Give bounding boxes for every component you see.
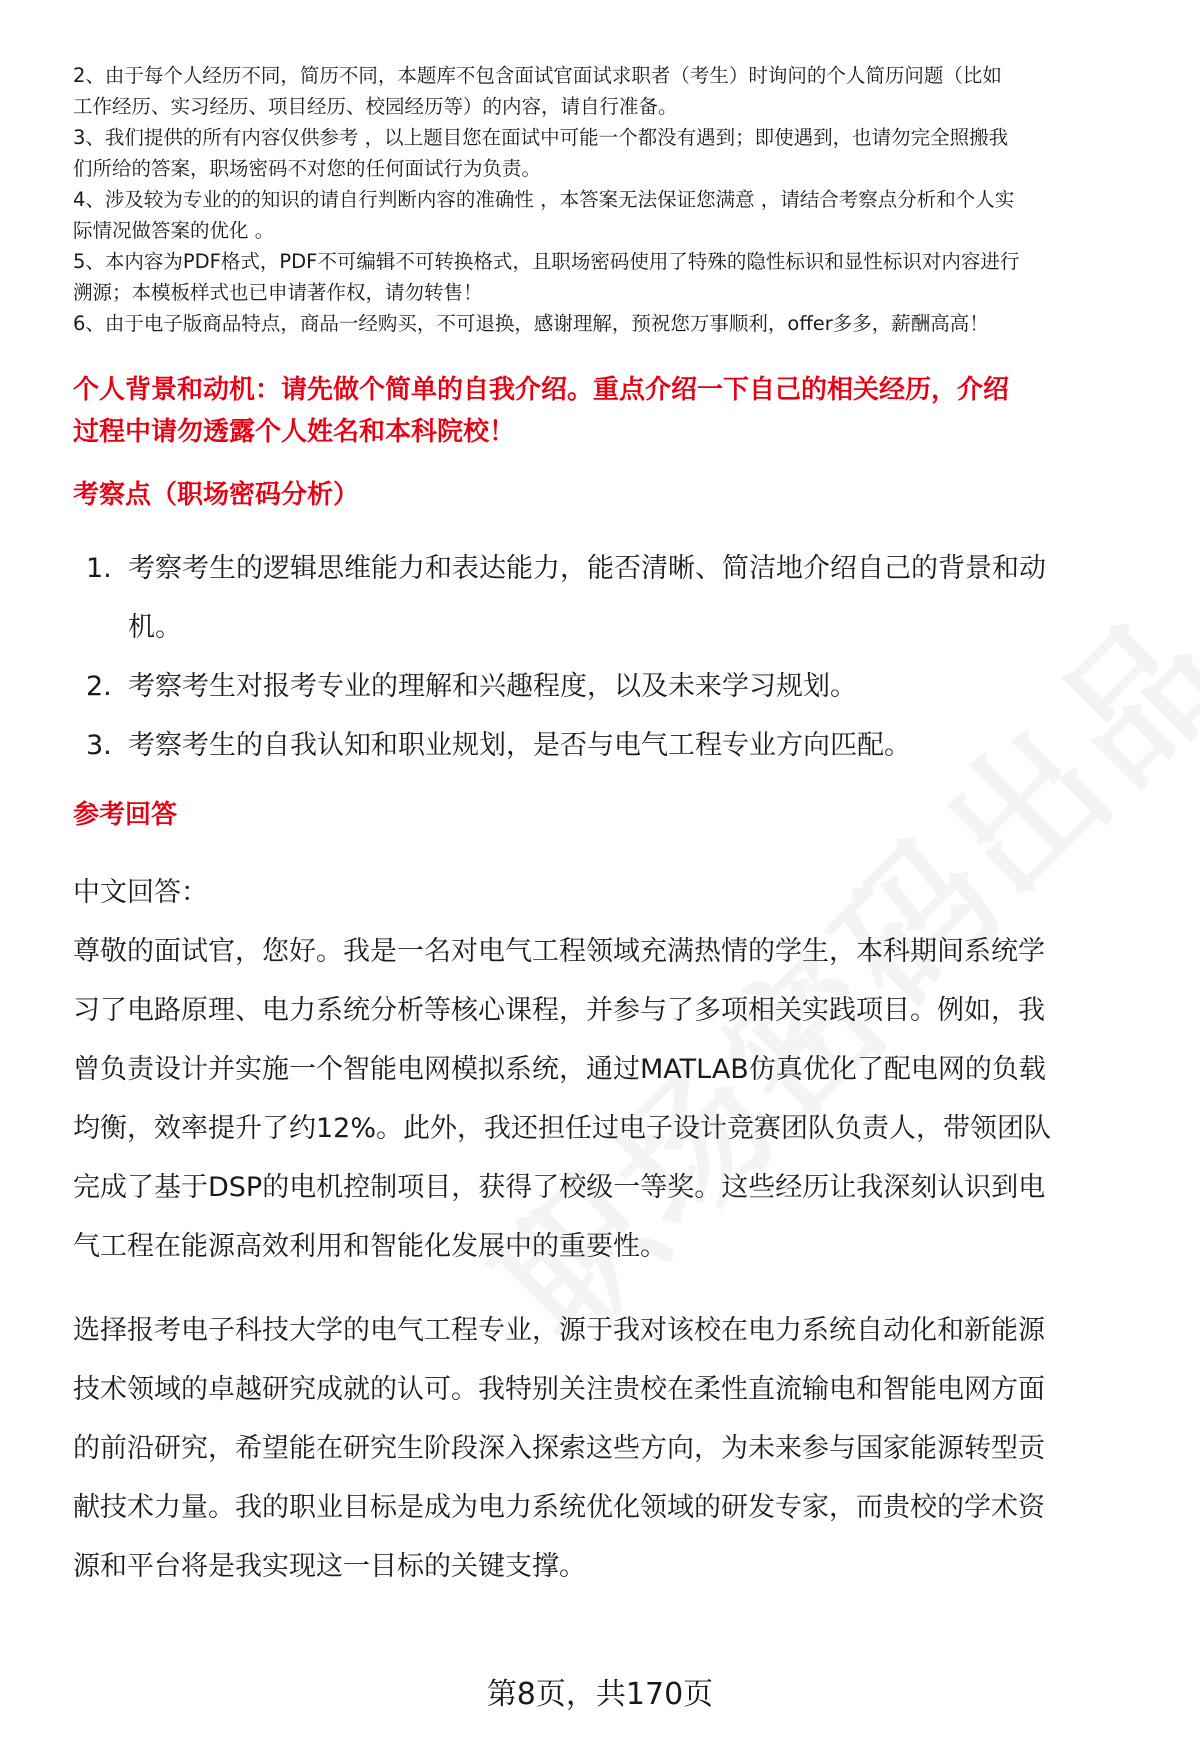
point-number: 2. bbox=[86, 671, 112, 702]
point-text: 考察考生对报考专业的理解和兴趣程度，以及未来学习规划。 bbox=[128, 671, 857, 702]
point-number: 1. bbox=[86, 553, 112, 584]
answer-line: 技术领域的卓越研究成就的认可。我特别关注贵校在柔性直流输电和智能电网方面 bbox=[73, 1374, 1045, 1405]
answer-paragraph-2 bbox=[73, 1301, 1153, 1596]
points-heading: 考察点（职场密码分析） bbox=[73, 480, 360, 510]
note-line: 工作经历、实习经历、项目经历、校园经历等）的内容，请自行准备。 bbox=[73, 95, 678, 118]
point-item bbox=[73, 716, 1153, 775]
question-title bbox=[73, 369, 1153, 453]
answer-line: 均衡，效率提升了约12%。此外，我还担任过电子设计竞赛团队负责人，带领团队 bbox=[73, 1113, 1052, 1144]
answer-paragraph-1 bbox=[73, 922, 1153, 1276]
note-line: 5、本内容为PDF格式，PDF不可编辑不可转换格式，且职场密码使用了特殊的隐性标识和显性标识对内容进行 bbox=[73, 250, 1020, 273]
note-line: 们所给的答案，职场密码不对您的任何面试行为负责。 bbox=[73, 157, 542, 180]
question-line: 个人背景和动机：请先做个简单的自我介绍。重点介绍一下自己的相关经历，介绍 bbox=[73, 375, 1010, 405]
note-line: 际情况做答案的优化 。 bbox=[73, 219, 275, 242]
answer-line: 气工程在能源高效利用和智能化发展中的重要性。 bbox=[73, 1231, 667, 1262]
answer-line: 尊敬的面试官，您好。我是一名对电气工程领域充满热情的学生，本科期间系统学 bbox=[73, 936, 1045, 967]
page-content bbox=[73, 60, 1153, 1596]
notes-block bbox=[73, 60, 1153, 339]
note-line: 2、由于每个人经历不同，简历不同，本题库不包含面试官面试求职者（考生）时询问的个人简历问题（比如 bbox=[73, 64, 1002, 87]
point-text: 考察考生的逻辑思维能力和表达能力，能否清晰、简洁地介绍自己的背景和动 bbox=[128, 553, 1046, 584]
note-line: 3、我们提供的所有内容仅供参考 ，以上题目您在面试中可能一个都没有遇到；即使遇到，也请勿完全照搬我 bbox=[73, 126, 1009, 149]
point-item bbox=[73, 539, 1153, 657]
answer-line: 选择报考电子科技大学的电气工程专业，源于我对该校在电力系统自动化和新能源 bbox=[73, 1315, 1045, 1346]
note-line: 6、由于电子版商品特点，商品一经购买，不可退换，感谢理解，预祝您万事顺利，offer多多，薪酬高高！ bbox=[73, 312, 989, 335]
answer-body bbox=[73, 863, 1153, 1596]
question-line: 过程中请勿透露个人姓名和本科院校！ bbox=[73, 417, 516, 447]
answer-heading: 参考回答 bbox=[73, 800, 178, 830]
point-number: 3. bbox=[86, 730, 112, 761]
note-line: 溯源；本模板样式也已申请著作权，请勿转售！ bbox=[73, 281, 483, 304]
answer-line: 源和平台将是我实现这一目标的关键支撑。 bbox=[73, 1551, 586, 1582]
point-item bbox=[73, 657, 1153, 716]
point-text: 机。 bbox=[128, 612, 182, 643]
answer-line: 曾负责设计并实施一个智能电网模拟系统，通过MATLAB仿真优化了配电网的负载 bbox=[73, 1054, 1046, 1085]
answer-line: 习了电路原理、电力系统分析等核心课程，并参与了多项相关实践项目。例如，我 bbox=[73, 995, 1045, 1026]
paragraph-spacer bbox=[73, 1276, 1153, 1301]
note-line: 4、涉及较为专业的的知识的请自行判断内容的准确性 ，本答案无法保证您满意 ，请结合考察点分析和个人实 bbox=[73, 188, 1015, 211]
points-list bbox=[73, 539, 1153, 775]
point-text: 考察考生的自我认知和职业规划，是否与电气工程专业方向匹配。 bbox=[128, 730, 911, 761]
page-footer: 第8页，共170页 bbox=[486, 1677, 714, 1712]
answer-line: 完成了基于DSP的电机控制项目，获得了校级一等奖。这些经历让我深刻认识到电 bbox=[73, 1172, 1046, 1203]
answer-label: 中文回答： bbox=[73, 877, 208, 908]
answer-line: 献技术力量。我的职业目标是成为电力系统优化领域的研发专家，而贵校的学术资 bbox=[73, 1492, 1045, 1523]
answer-line: 的前沿研究，希望能在研究生阶段深入探索这些方向，为未来参与国家能源转型贡 bbox=[73, 1433, 1045, 1464]
